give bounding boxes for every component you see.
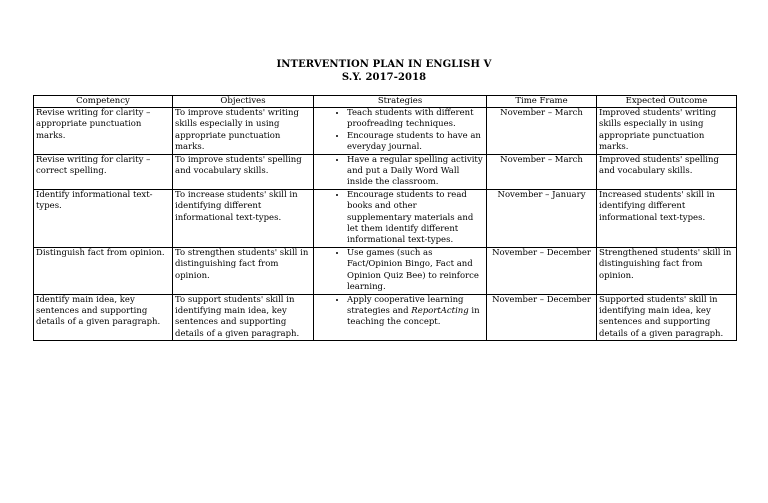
strategy-item: • Have a regular spelling activity and put a Daily Word Wall inside the classroom. xyxy=(347,155,483,189)
expected-outcome-cell: Increased students' skill in identifying different informational text-types. xyxy=(597,189,737,247)
header-objectives: Objectives xyxy=(173,96,314,108)
table-header-row xyxy=(34,96,737,108)
strategies-cell xyxy=(314,108,487,155)
strategy-item xyxy=(347,295,483,329)
competency-cell: Revise writing for clarity – correct spelling. xyxy=(34,154,173,189)
table-row xyxy=(34,294,737,341)
competency-cell: Identify informational text-types. xyxy=(34,189,173,247)
expected-outcome-cell: Strengthened students' skill in distinguishing fact from opinion. xyxy=(597,247,737,294)
strategy-list xyxy=(328,248,483,294)
school-year: S.Y. 2017-2018 xyxy=(341,72,427,83)
competency-cell: Revise writing for clarity – appropriate punctuation marks. xyxy=(34,108,173,155)
strategy-emphasis: ReportActing xyxy=(411,305,469,316)
header-strategies: Strategies xyxy=(314,96,487,108)
competency-cell: Identify main idea, key sentences and supporting details of a given paragraph. xyxy=(34,294,173,341)
time-frame-cell: November – March xyxy=(487,154,597,189)
strategy-text: in teaching the concept. xyxy=(347,305,480,328)
strategies-cell xyxy=(314,247,487,294)
time-frame-cell: November – December xyxy=(487,247,597,294)
time-frame-cell: November – March xyxy=(487,108,597,155)
strategies-cell xyxy=(314,154,487,189)
strategy-list xyxy=(328,155,483,189)
table-row xyxy=(34,189,737,247)
strategies-cell xyxy=(314,189,487,247)
header-competency: Competency xyxy=(34,96,173,108)
header-expected-outcome: Expected Outcome xyxy=(597,96,737,108)
table-row xyxy=(34,154,737,189)
intervention-plan-table xyxy=(33,95,737,341)
objectives-cell: To increase students' skill in identifying different informational text-types. xyxy=(173,189,314,247)
objectives-cell: To support students' skill in identifying main idea, key sentences and supporting details of a given paragraph. xyxy=(173,294,314,341)
time-frame-cell: November – December xyxy=(487,294,597,341)
expected-outcome-cell: Improved students' writing skills especially in using appropriate punctuation marks. xyxy=(597,108,737,155)
time-frame-cell: November – January xyxy=(487,189,597,247)
strategy-text: Apply cooperative learning strategies and xyxy=(347,294,464,316)
document-title: INTERVENTION PLAN IN ENGLISH V xyxy=(276,59,492,70)
strategy-item: • Encourage students to read books and other supplementary materials and let them identify different informational text-types. xyxy=(347,190,483,247)
expected-outcome-cell: Improved students' spelling and vocabulary skills. xyxy=(597,154,737,189)
objectives-cell: To improve students' spelling and vocabulary skills. xyxy=(173,154,314,189)
competency-cell: Distinguish fact from opinion. xyxy=(34,247,173,294)
strategies-cell xyxy=(314,294,487,341)
strategy-list xyxy=(328,190,483,247)
table-row xyxy=(34,108,737,155)
table-row xyxy=(34,247,737,294)
header-time-frame: Time Frame xyxy=(487,96,597,108)
strategy-list xyxy=(328,108,483,154)
objectives-cell: To strengthen students' skill in distinguishing fact from opinion. xyxy=(173,247,314,294)
strategy-item: • Use games (such as Fact/Opinion Bingo, Fact and Opinion Quiz Bee) to reinforce learning. xyxy=(347,248,483,294)
strategy-item: • Teach students with different proofreading techniques. xyxy=(347,108,483,131)
strategy-item: • Encourage students to have an everyday journal. xyxy=(347,131,483,154)
objectives-cell: To improve students' writing skills especially in using appropriate punctuation marks. xyxy=(173,108,314,155)
strategy-list xyxy=(328,295,483,329)
expected-outcome-cell: Supported students' skill in identifying main idea, key sentences and supporting details of a given paragraph. xyxy=(597,294,737,341)
